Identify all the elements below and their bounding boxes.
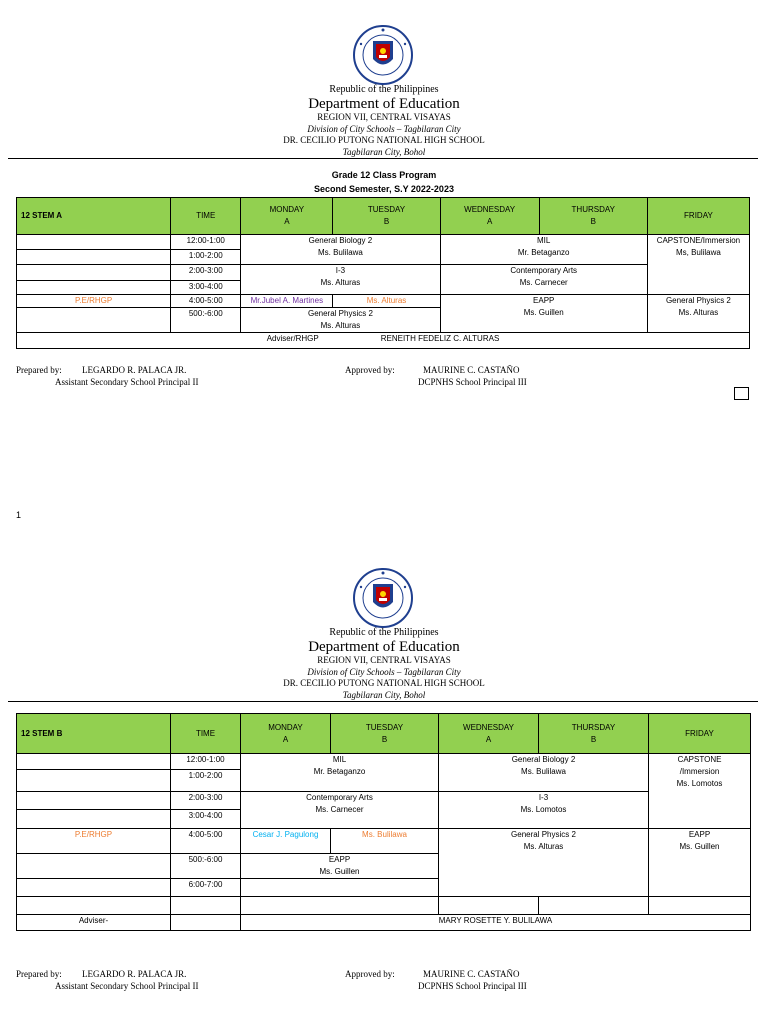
time-cell: 12:00-1:00 (171, 235, 241, 250)
department-name: Department of Education (308, 639, 460, 655)
time-cell: 3:00-4:00 (171, 810, 241, 829)
thursday-header: THURSDAY B (539, 714, 649, 754)
section-cell: 12 STEM A (17, 198, 171, 235)
time-cell: 4:00-5:00 (171, 829, 241, 854)
table-row (17, 265, 750, 281)
table-row (17, 754, 751, 770)
time-header: TIME (171, 714, 241, 754)
tuesday-pe-teacher: Ms. Bulilawa (331, 829, 439, 854)
thursday-header: THURSDAY B (539, 198, 647, 235)
monday-header: MONDAY A (241, 714, 331, 754)
table-row (17, 792, 751, 810)
checkbox-square[interactable] (734, 387, 749, 400)
wed-thu-slot-3: EAPP Ms. Guillen (440, 295, 647, 333)
department-name: Department of Education (308, 96, 460, 112)
time-cell: 4:00-5:00 (171, 295, 241, 308)
time-header: TIME (171, 198, 241, 235)
friday-slot-1: CAPSTONE /Immersion Ms. Lomotos (649, 754, 751, 829)
mon-tue-slot-2: Contemporary Arts Ms. Carnecer (241, 792, 439, 829)
adviser-row (17, 915, 751, 931)
time-cell: 500:-6:00 (171, 308, 241, 333)
wednesday-header: WEDNESDAY A (439, 714, 539, 754)
prepared-by-name: LEGARDO R. PALACA JR. (82, 365, 187, 375)
table-header-row (17, 198, 750, 235)
school-name: DR. CECILIO PUTONG NATIONAL HIGH SCHOOL (283, 678, 485, 688)
republic-line: Republic of the Philippines (329, 84, 439, 95)
friday-header: FRIDAY (647, 198, 749, 235)
time-cell: 1:00-2:00 (171, 250, 241, 265)
mon-tue-slot-4: General Physics 2 Ms. Alturas (241, 308, 440, 333)
region-line: REGION VII, CENTRAL VISAYAS (317, 112, 451, 122)
adviser-cell: Adviser/RHGP RENEITH FEDELIZ C. ALTURAS (17, 333, 750, 349)
time-cell: 1:00-2:00 (171, 770, 241, 792)
wed-thu-slot-2: Contemporary Arts Ms. Carnecer (440, 265, 647, 295)
time-cell: 12:00-1:00 (171, 754, 241, 770)
deped-seal-icon (350, 24, 416, 86)
adviser-row (17, 333, 750, 349)
city-line: Tagbilaran City, Bohol (342, 690, 426, 700)
friday-slot-1: CAPSTONE/Immersion Ms, Bulilawa (647, 235, 749, 295)
page-number: 1 (16, 510, 22, 520)
monday-pe-teacher: Mr.Jubel A. Martines (241, 295, 333, 308)
approved-by-title: DCPNHS School Principal III (418, 981, 527, 991)
table-row (17, 829, 751, 854)
prepared-by-name: LEGARDO R. PALACA JR. (82, 969, 187, 979)
monday-header: MONDAY A (241, 198, 333, 235)
approved-by-title: DCPNHS School Principal III (418, 377, 527, 387)
tuesday-header: TUESDAY B (333, 198, 440, 235)
mon-tue-slot-1: MIL Mr. Betaganzo (241, 754, 439, 792)
prepared-by-title: Assistant Secondary School Principal II (55, 377, 199, 387)
monday-pe-teacher: Cesar J. Pagulong (241, 829, 331, 854)
table-header-row (17, 714, 751, 754)
class-schedule-table-b (16, 713, 751, 931)
pe-label: P.E/RHGP (17, 295, 171, 308)
program-subtitle: Second Semester, S.Y 2022-2023 (314, 184, 454, 194)
adviser-name: MARY ROSETTE Y. BULILAWA (241, 915, 751, 931)
pe-label: P.E/RHGP (17, 829, 171, 854)
city-line: Tagbilaran City, Bohol (342, 147, 426, 157)
wed-thu-slot-1: MIL Mr. Betaganzo (440, 235, 647, 265)
prepared-by-label: Prepared by: (16, 365, 62, 375)
wed-thu-slot-3: General Physics 2 Ms. Alturas (439, 829, 649, 897)
tuesday-pe-teacher: Ms. Alturas (333, 295, 440, 308)
mon-tue-slot-1: General Biology 2 Ms. Bulilawa (241, 235, 440, 265)
wed-thu-slot-1: General Biology 2 Ms. Bulilawa (439, 754, 649, 792)
mon-tue-slot-2: I-3 Ms. Alturas (241, 265, 440, 295)
program-title: Grade 12 Class Program (331, 170, 437, 180)
time-cell: 6:00-7:00 (171, 879, 241, 897)
deped-seal-icon (350, 567, 416, 629)
friday-header: FRIDAY (649, 714, 751, 754)
table-row (17, 897, 751, 915)
time-cell: 2:00-3:00 (171, 792, 241, 810)
class-schedule-table-a (16, 197, 750, 349)
division-line: Division of City Schools – Tagbilaran City (307, 124, 461, 134)
friday-slot-3: General Physics 2 Ms. Alturas (647, 295, 749, 333)
mon-tue-slot-4: EAPP Ms. Guillen (241, 854, 439, 879)
table-row (17, 235, 750, 250)
region-line: REGION VII, CENTRAL VISAYAS (317, 655, 451, 665)
table-row (17, 295, 750, 308)
time-cell: 3:00-4:00 (171, 281, 241, 295)
header-divider (8, 158, 758, 159)
approved-by-label: Approved by: (345, 969, 395, 979)
prepared-by-label: Prepared by: (16, 969, 62, 979)
tuesday-header: TUESDAY B (331, 714, 439, 754)
wednesday-header: WEDNESDAY A (440, 198, 539, 235)
time-cell: 500:-6:00 (171, 854, 241, 879)
section-cell: 12 STEM B (17, 714, 171, 754)
approved-by-name: MAURINE C. CASTAÑO (423, 969, 520, 979)
time-cell: 2:00-3:00 (171, 265, 241, 281)
approved-by-name: MAURINE C. CASTAÑO (423, 365, 520, 375)
school-name: DR. CECILIO PUTONG NATIONAL HIGH SCHOOL (283, 135, 485, 145)
wed-thu-slot-2: I-3 Ms. Lomotos (439, 792, 649, 829)
approved-by-label: Approved by: (345, 365, 395, 375)
header-divider (8, 701, 758, 702)
division-line: Division of City Schools – Tagbilaran City (307, 667, 461, 677)
prepared-by-title: Assistant Secondary School Principal II (55, 981, 199, 991)
republic-line: Republic of the Philippines (329, 627, 439, 638)
adviser-label: Adviser- (17, 915, 171, 931)
friday-slot-3: EAPP Ms. Guillen (649, 829, 751, 897)
